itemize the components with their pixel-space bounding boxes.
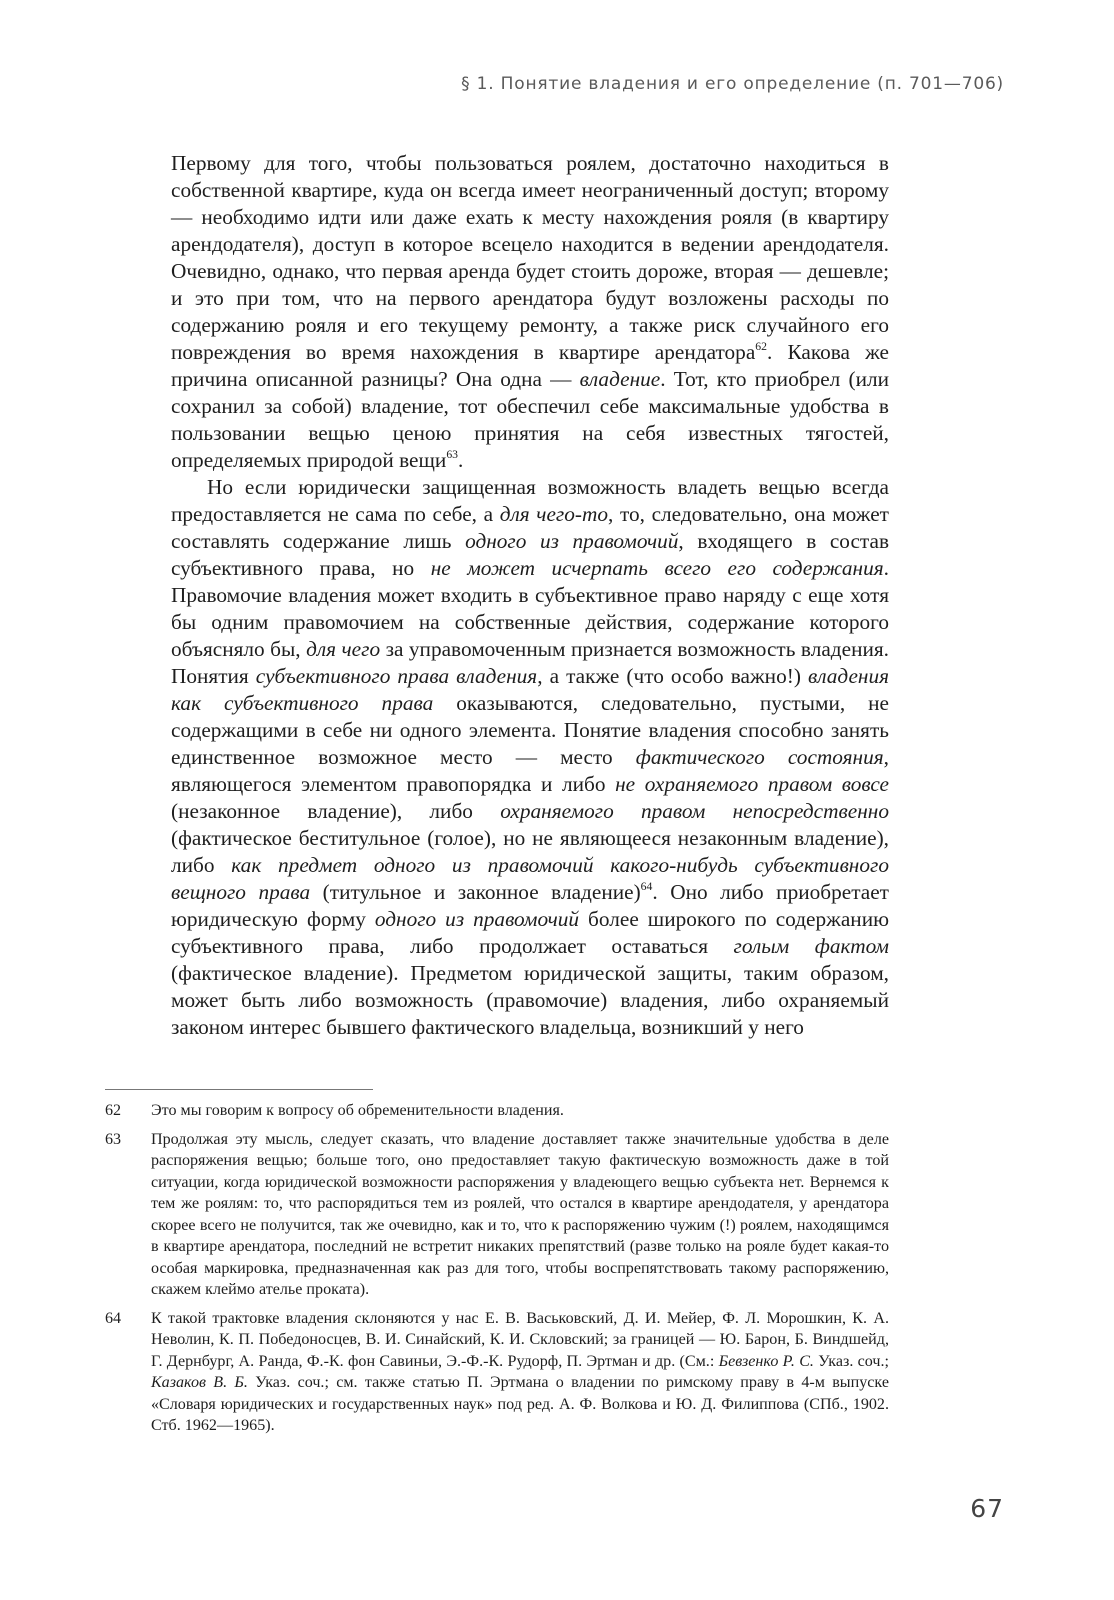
footnote-62 — [105, 1100, 889, 1122]
footnote-text — [151, 1308, 889, 1437]
italic-run: Казаков В. Б. — [151, 1374, 248, 1391]
text-run: Но если юридически защищенная возможность владеть вещью всегда предоставляется не сама по себе, а — [171, 475, 889, 526]
paragraph-1 — [171, 150, 889, 474]
footnote-separator — [105, 1089, 373, 1090]
footnote-number: 62 — [105, 1102, 122, 1119]
footnote-64 — [105, 1308, 889, 1437]
page-number: 67 — [970, 1494, 1004, 1523]
text-run: (титульное и законное владение) — [310, 880, 641, 904]
footnote-ref-64[interactable]: 64 — [640, 880, 653, 894]
italic-run: одного из правомочий — [465, 529, 679, 553]
footnotes — [105, 1100, 889, 1444]
text-run: , являющегося элементом правопорядка и либо — [171, 745, 889, 796]
italic-run: охраняемого правом непосредственно — [500, 799, 889, 823]
italic-run: субъективного права владения — [255, 664, 538, 688]
italic-run: владение — [579, 367, 661, 391]
text-run: , то, следовательно, она может составлять содержание лишь — [171, 502, 889, 553]
italic-run: фактического состояния — [635, 745, 884, 769]
text-run: . Тот, кто приобрел (или сохранил за собой) владение, тот обеспечил себе максимальные удобства в пользовании вещью ценою принятия на себя известных тягостей, определяемых природой вещи — [171, 367, 889, 472]
italic-run: для чего — [306, 637, 381, 661]
italic-run: Бевзенко Р. С. — [718, 1352, 814, 1370]
text-run: за управомоченным признается возможность владения. Понятия — [171, 637, 889, 688]
text-run: , а также (что особо важно!) — [537, 664, 808, 688]
footnote-ref-62[interactable]: 62 — [755, 340, 767, 354]
text-run: оказываются, следовательно, пустыми, не содержащими в себе ни одного элемента. Понятие владения способно занять единственное возможное место — место — [171, 691, 889, 769]
main-text — [171, 150, 889, 1041]
text-run: (фактическое владение). Предметом юридической защиты, таким образом, может быть либо возможность (правомочие) владения, либо охраняемый законом интерес бывшего фактического владельца, возникший у него — [171, 961, 889, 1039]
text-run: более широкого по содержанию субъективного права, либо продолжает оставаться — [171, 907, 890, 958]
footnote-ref-63[interactable]: 63 — [446, 448, 459, 462]
footnote-text: Это мы говорим к вопросу об обременительности владения. — [151, 1102, 564, 1119]
text-run: (незаконное владение), либо — [171, 799, 501, 823]
italic-run: одного из правомочий — [374, 907, 580, 931]
text-run: (фактическое беститульное (голое), но не являющееся незаконным владение), либо — [171, 826, 889, 877]
footnote-text: Продолжая эту мысль, следует сказать, что владение доставляет также значительные удобства в деле распоряжения вещью; больше того, оно предоставляет такую фактическую возможность даже в той ситуации, когда юридической возможности распоряжения у владеющего вещью субъекта нет. Вернемся к тем же роялям: то, что распорядиться тем из роялей, что остался в квартире арендодателя, у арендатора скорее всего не получится, так же очевидно, как и то, что к распоряжению чужим (!) роялем, находящимся в квартире арендатора, последний не встретит никаких препятствий (разве только на рояле будет какая-то особая маркировка, предназначенная как раз для того, чтобы воспрепятствовать такому распоряжению, скажем клеймо ателье проката). — [151, 1130, 889, 1298]
italic-run: не может исчерпать всего его содержания — [430, 556, 884, 580]
text-run: . Какова же причина описанной разницы? Она одна — — [171, 340, 889, 391]
text-run: Указ. соч.; — [813, 1352, 889, 1370]
italic-run: владения как субъективного права — [171, 664, 890, 715]
text-run: . — [458, 448, 464, 472]
text-run: , входящего в состав субъективного права, но — [171, 529, 889, 580]
text-run: . Правомочие владения может входить в субъективное право наряду с еще хотя бы одним правомочием на собственные действия, содержание которого объясняло бы, — [171, 556, 889, 661]
text-run: Первому для того, чтобы пользоваться роялем, достаточно находиться в собственной квартире, куда он всегда имеет неограниченный доступ; второму — необходимо идти или даже ехать к месту нахождения рояля (в квартиру арендодателя), доступ в которое всецело находится в ведении арендодателя. Очевидно, однако, что первая аренда будет стоить дороже, вторая — дешевле; и это при том, что на первого арендатора будут возложены расходы по содержанию рояля и его текущему ремонту, а также риск случайного его повреждения во время нахождения в квартире арендатора — [171, 151, 889, 364]
text-run: К такой трактовке владения склоняются у нас Е. В. Васьковский, Д. И. Мейер, Ф. Л. Морошкин, К. А. Неволин, К. П. Победоносцев, В. И. Синайский, К. И. Скловский; за границей — Ю. Барон, Б. Виндшейд, Г. Дернбург, А. Ранда, Ф.-К. фон Савиньи, Э.-Ф.-К. Рудорф, П. Эртман и др. (См.: — [151, 1309, 889, 1370]
italic-run: как предмет одного из правомочий какого-нибудь субъективного вещного права — [171, 853, 889, 904]
footnote-number: 64 — [105, 1309, 122, 1327]
footnote-63 — [105, 1129, 889, 1301]
text-run: Указ. соч.; см. также статью П. Эртмана о владении по римскому праву в 4-м выпуске «Словаря юридических и государственных наук» под ред. А. Ф. Волкова и Ю. Д. Филиппова (СПб., 1902. Стб. 1962—1965). — [151, 1374, 889, 1434]
italic-run: голым фактом — [733, 934, 889, 958]
footnote-number: 63 — [105, 1130, 122, 1148]
running-head: § 1. Понятие владения и его определение (п. 701—706) — [461, 74, 1004, 94]
paragraph-2 — [171, 474, 889, 1041]
italic-run: не охраняемого правом вовсе — [615, 772, 889, 796]
italic-run: для чего-то — [499, 502, 608, 526]
text-run: . Оно либо приобретает юридическую форму — [171, 880, 889, 931]
